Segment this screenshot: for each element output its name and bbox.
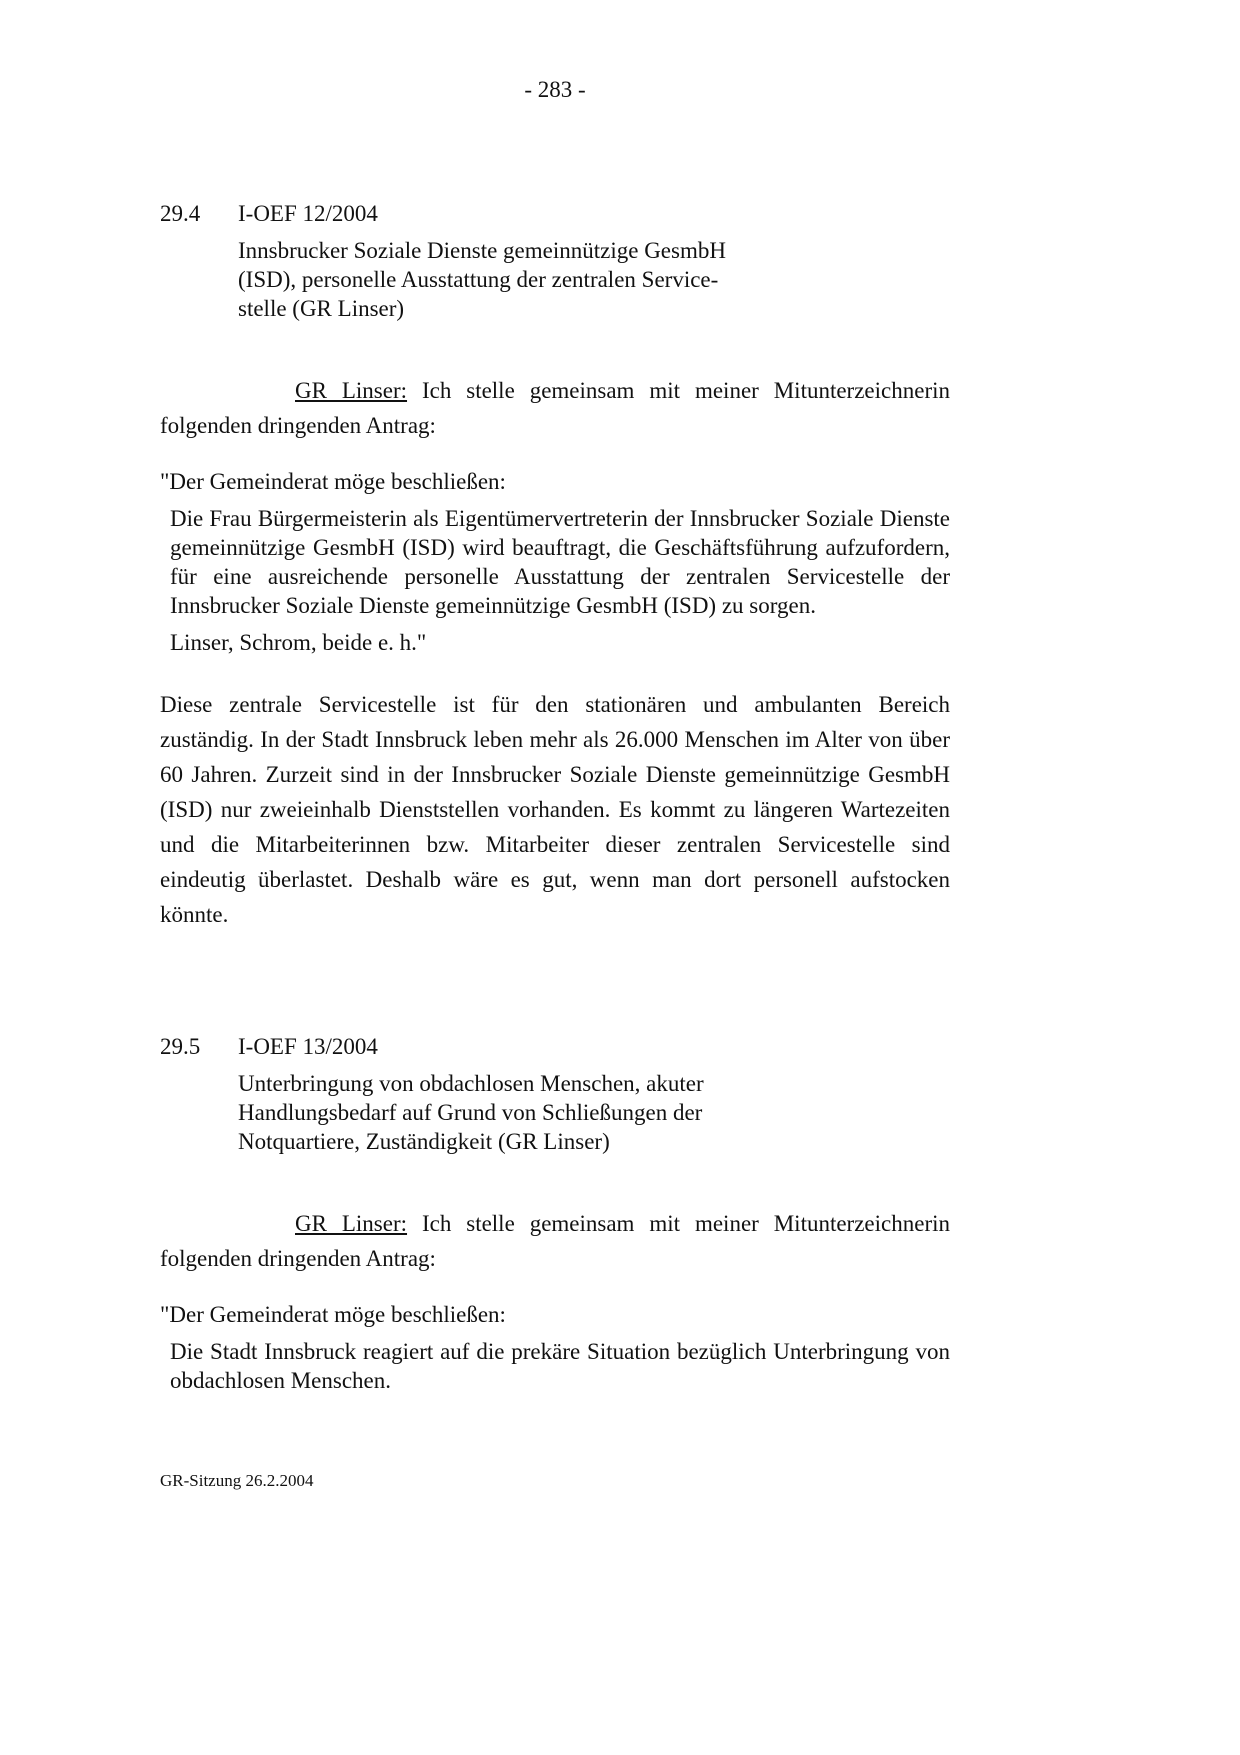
motion-opener: "Der Gemeinderat möge beschließen: [160,469,506,494]
section-number: 29.4 [160,201,201,226]
motion-signature: Linser, Schrom, beide e. h." [170,630,427,655]
motion-text: Die Stadt Innsbruck reagiert auf die prekäre Situation bezüglich Unterbringung von obdachlosen Menschen. [170,1339,950,1393]
subtitle-line: (ISD), personelle Ausstattung der zentralen Service- [238,267,719,292]
motion-text: Die Frau Bürgermeisterin als Eigentümervertreterin der Innsbrucker Soziale Dienste gemeinnützige GesmbH (ISD) wird beauftragt, die Geschäftsführung aufzufordern, für eine ausreichende personelle Ausstattung der zentralen Servicestelle der Innsbrucker Soziale Dienste gemeinnützige GesmbH (ISD) zu sorgen. [170,506,950,618]
section-code: I-OEF 12/2004 [238,201,378,226]
subtitle-line: Unterbringung von obdachlosen Menschen, akuter [238,1071,704,1096]
section-code: I-OEF 13/2004 [238,1034,378,1059]
commentary-paragraph: Diese zentrale Servicestelle ist für den stationären und ambulanten Bereich zuständig. In der Stadt Innsbruck leben mehr als 26.000 Menschen im Alter von über 60 Jahren. Zurzeit sind in der Innsbrucker Soziale Dienste gemeinnützige GesmbH (ISD) nur zweieinhalb Dienststellen vorhanden. Es kommt zu längeren Wartezeiten und die Mitarbeiterinnen bzw. Mitarbeiter dieser zentralen Servicestelle sind eindeutig überlastet. Deshalb wäre es gut, wenn man dort personell aufstocken könnte. [160,692,950,927]
section-heading [160,199,950,228]
footer-session-note: GR-Sitzung 26.2.2004 [160,1471,314,1490]
speaker-name: GR Linser: [295,1211,408,1236]
section-heading [160,1032,950,1061]
section-29-5 [160,1032,950,1395]
page-content [160,75,950,1492]
subtitle-line: Handlungsbedarf auf Grund von Schließungen der [238,1100,703,1125]
section-number: 29.5 [160,1034,201,1059]
section-29-4 [160,199,950,932]
motion-opener: "Der Gemeinderat möge beschließen: [160,1302,506,1327]
section-subtitle [238,236,950,323]
speaker-paragraph [160,1206,950,1276]
speaker-name: GR Linser: [295,378,408,403]
subtitle-line: stelle (GR Linser) [238,296,405,321]
subtitle-line: Notquartiere, Zuständigkeit (GR Linser) [238,1129,610,1154]
speaker-paragraph [160,373,950,443]
page-number: - 283 - [524,77,586,102]
section-subtitle [238,1069,950,1156]
subtitle-line: Innsbrucker Soziale Dienste gemeinnützige GesmbH [238,238,726,263]
speaker-statement: Ich stelle gemeinsam mit meiner Mitunterzeichnerin folgenden dringenden Antrag: [160,378,950,438]
speaker-statement: Ich stelle gemeinsam mit meiner Mitunterzeichnerin folgenden dringenden Antrag: [160,1211,950,1271]
